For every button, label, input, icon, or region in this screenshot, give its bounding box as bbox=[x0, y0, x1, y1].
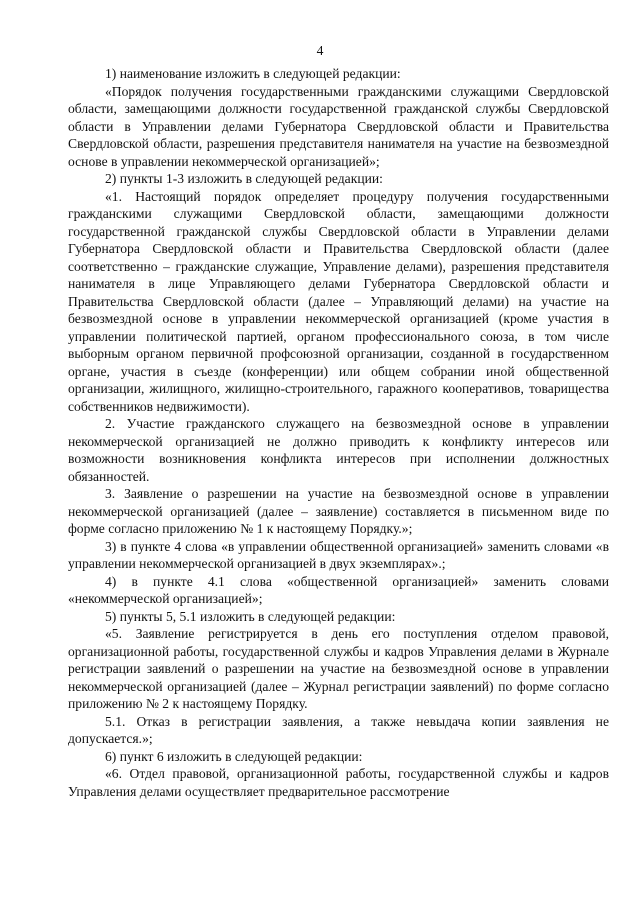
paragraph-clause-6: «6. Отдел правовой, организационной работы, государственной службы и кадров Управления делами осуществляет предварительное рассмотрение bbox=[68, 766, 609, 799]
paragraph-clause-1: «1. Настоящий порядок определяет процедуру получения государственными гражданскими служащими Свердловской области, замещающими должности государственной гражданской службы Свердловской области в Управлении делами Губернатора Свердловской области и Правительства Свердловской области (далее соответственно – гражданские служащие, Управление делами), разрешения представителя нанимателя в лице Управляющего делами Губернатора Свердловской области и Правительства Свердловской области (далее – Управляющий делами) на участие на безвозмездной основе в управлении некоммерческой организацией (кроме участия в управлении политической партией, органом профессионального союза, в том числе выборным органом первичной профсоюзной организации, созданной в государственном органе, участия в съезде (конференции) или общем собрании иной общественной организации, жилищного, жилищно-строительного, гаражного кооперативов, товарищества собственников недвижимости). bbox=[68, 188, 609, 414]
paragraph-clause-5-1: 5.1. Отказ в регистрации заявления, а также невыдача копии заявления не допускается.»; bbox=[68, 713, 609, 746]
paragraph-item-6-heading: 6) пункт 6 изложить в следующей редакции: bbox=[105, 748, 363, 764]
paragraph-clause-3: 3. Заявление о разрешении на участие на безвозмездной основе в управлении некоммерческой организацией (далее – заявление) составляется в письменном виде по форме согласно приложению № 1 к настоящему Порядку.»; bbox=[68, 486, 609, 536]
page-number: 4 bbox=[316, 43, 324, 58]
paragraph-item-4: 4) в пункте 4.1 слова «общественной организацией» заменить словами «некоммерческой организацией»; bbox=[68, 573, 609, 606]
paragraph-new-title: «Порядок получения государственными гражданскими служащими Свердловской области, замещающими должности государственной гражданской службы Свердловской области в Управлении делами Губернатора Свердловской области и Правительства Свердловской области, разрешения представителя нанимателя на участие на безвозмездной основе в управлении некоммерческой организацией»; bbox=[68, 83, 609, 169]
paragraph-item-1-heading: 1) наименование изложить в следующей редакции: bbox=[105, 66, 401, 81]
paragraph-item-5-heading: 5) пункты 5, 5.1 изложить в следующей редакции: bbox=[105, 608, 396, 624]
document-body bbox=[68, 65, 609, 800]
paragraph-item-2-heading: 2) пункты 1-3 изложить в следующей редакции: bbox=[105, 171, 383, 186]
paragraph-clause-2: 2. Участие гражданского служащего на безвозмездной основе в управлении некоммерческой организацией не должно приводить к конфликту интересов или возможности возникновения конфликта интересов при исполнении должностных обязанностей. bbox=[68, 416, 609, 484]
paragraph-clause-5: «5. Заявление регистрируется в день его поступления отделом правовой, организационной работы, государственной службы и кадров Управления делами в Журнале регистрации заявлений о разрешении на участие на безвозмездной основе в управлении некоммерческой организацией (далее – Журнал регистрации заявлений) по форме согласно приложению № 2 к настоящему Порядку. bbox=[68, 626, 609, 711]
paragraph-item-3: 3) в пункте 4 слова «в управлении общественной организацией» заменить словами «в управлении некоммерческой организацией в двух экземплярах».; bbox=[68, 538, 609, 571]
